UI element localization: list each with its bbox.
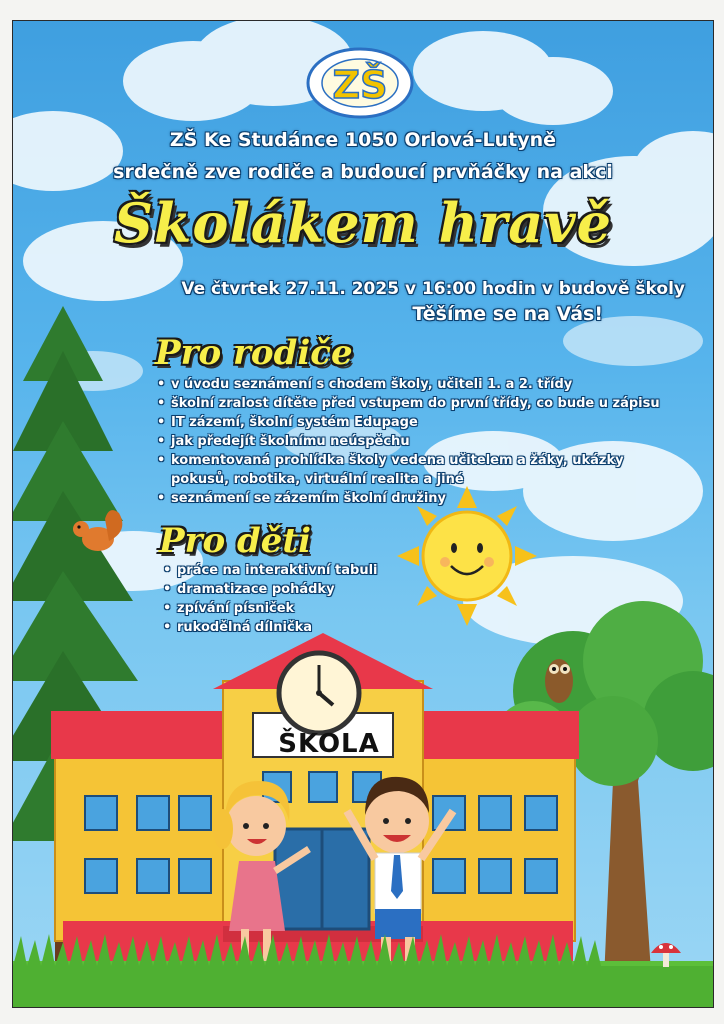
welcome-text: Těšíme se na Vás!: [412, 303, 603, 325]
parents-section-title: Pro rodiče: [155, 333, 353, 373]
owl-icon: [545, 659, 573, 703]
list-item: • zpívání písniček: [161, 599, 421, 618]
invite-text: srdečně zve rodiče a budoucí prvňáčky na akci: [113, 161, 613, 183]
kids-program-list: [161, 561, 421, 637]
list-item: • seznámení se zázemím školní družiny: [155, 489, 675, 508]
list-item: • v úvodu seznámení s chodem školy, učiteli 1. a 2. třídy: [155, 375, 675, 394]
school-sign: ŠKOLA: [278, 729, 380, 759]
list-item: • rukodělná dílnička: [161, 618, 421, 637]
list-item: • dramatizace pohádky: [161, 580, 421, 599]
school-name: ZŠ Ke Studánce 1050 Orlová-Lutyně: [169, 129, 557, 151]
list-item: • jak předejít školnímu neúspěchu: [155, 432, 675, 451]
poster: [12, 20, 714, 1008]
list-item: • komentovaná prohlídka školy vedena učitelem a žáky, ukázky pokusů, robotika, virtuální realita a jiné: [155, 451, 675, 489]
kids-section-title: Pro děti: [159, 521, 312, 561]
list-item: • školní zralost dítěte před vstupem do první třídy, co bude u zápisu: [155, 394, 675, 413]
list-item: • IT zázemí, školní systém Edupage: [155, 413, 675, 432]
parents-program-list: [155, 375, 675, 508]
school-logo: [305, 45, 415, 121]
logo-letters: ZŠ: [332, 63, 388, 107]
event-date: Ve čtvrtek 27.11. 2025 v 16:00 hodin v budově školy: [181, 279, 685, 299]
clock-icon: [279, 653, 359, 733]
event-title: Školákem hravě: [113, 191, 613, 255]
list-item: • práce na interaktivní tabuli: [161, 561, 421, 580]
